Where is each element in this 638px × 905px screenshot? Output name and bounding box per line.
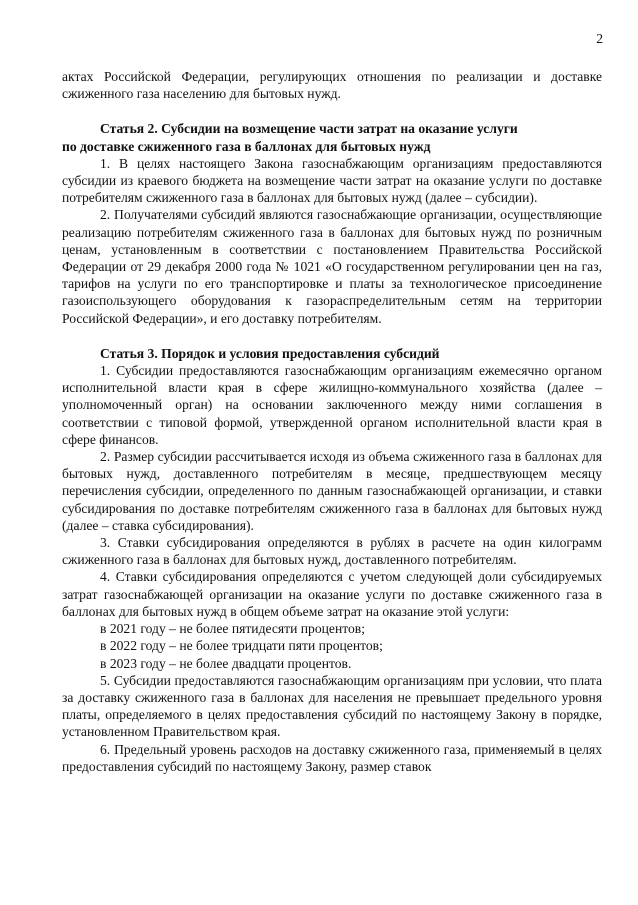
article-3-paragraph-1: 1. Субсидии предоставляются газоснабжающим организациям ежемесячно органом исполнительной власти края в сфере жилищно-коммунального хозяйства (далее – уполномоченный орган) на основании заключенного между ними соглашения в соответствии с типовой формой, утвержденной органом исполнительной власти края в сфере финансов. — [62, 363, 602, 447]
article-3-heading: Статья 3. Порядок и условия предоставления субсидий — [100, 345, 440, 361]
article-3-paragraph-6: 6. Предельный уровень расходов на доставку сжиженного газа, применяемый в целях предоставления субсидий по настоящему Закону, размер ставок — [62, 741, 602, 774]
article-3-paragraph-3: 3. Ставки субсидирования определяются в рублях в расчете на один килограмм сжиженного газа в баллонах для бытовых нужд, доставленного потребителям. — [62, 535, 602, 568]
list-item-2021: в 2021 году – не более пятидесяти процентов; — [100, 621, 365, 637]
article-3-paragraph-4: 4. Ставки субсидирования определяются с учетом следующей доли субсидируемых затрат газоснабжающей организации на оказание услуги по доставке сжиженного газа в баллонах для бытовых нужд в общем объеме затрат на оказание этой услуги: — [62, 569, 602, 619]
list-item-2023: в 2023 году – не более двадцати процентов. — [100, 655, 352, 671]
document-body — [62, 68, 602, 775]
page-number: 2 — [596, 31, 603, 46]
intro-paragraph: актах Российской Федерации, регулирующих отношения по реализации и доставке сжиженного газа населению для бытовых нужд. — [62, 69, 602, 102]
article-2-paragraph-2: 2. Получателями субсидий являются газоснабжающие организации, осуществляющие реализацию потребителям сжиженного газа в баллонах для бытовых нужд по розничным ценам, установленным в соответствии с постановлением Правительства Российской Федерации от 29 декабря 2000 года № 1021 «О государственном регулировании цен на газ, тарифов на услуги по его транспортировке и платы за технологическое присоединение газоиспользующего оборудования к газораспределительным сетям на территории Российской Федерации», и его доставку потребителям. — [62, 207, 602, 326]
article-2-paragraph-1: 1. В целях настоящего Закона газоснабжающим организациям предоставляются субсидии из краевого бюджета на возмещение части затрат на оказание услуги по доставке потребителям сжиженного газа в баллонах для бытовых нужд (далее – субсидии). — [62, 155, 602, 206]
article-3-paragraph-5: 5. Субсидии предоставляются газоснабжающим организациям при условии, что плата за доставку сжиженного газа в баллонах для населения не превышает предельного уровня платы, определяемого в целях предоставления субсидий по настоящему Закону в порядке, установленном Правительством края. — [62, 672, 602, 740]
article-2-heading-line2: по доставке сжиженного газа в баллонах для бытовых нужд — [62, 138, 431, 154]
article-2-heading-line1: Статья 2. Субсидии на возмещение части затрат на оказание услуги — [100, 121, 518, 137]
list-item-2022: в 2022 году – не более тридцати пяти процентов; — [100, 638, 383, 654]
article-3-paragraph-2: 2. Размер субсидии рассчитывается исходя из объема сжиженного газа в баллонах для бытовых нужд, доставленного потребителям в месяце, предшествующем месяцу перечисления субсидии, определенного по данным газоснабжающей организации, и ставки субсидирования по доставке потребителям сжиженного газа в баллонах для бытовых нужд (далее – ставка субсидирования). — [62, 449, 602, 533]
